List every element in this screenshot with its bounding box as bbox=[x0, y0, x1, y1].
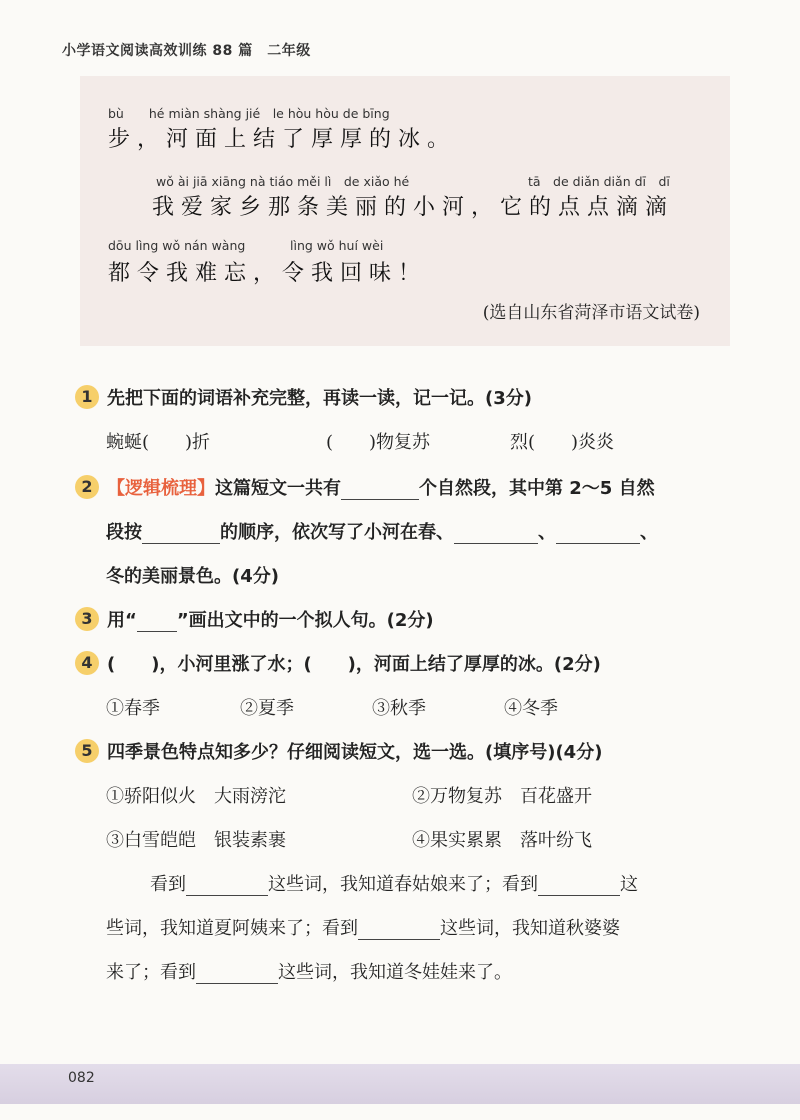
q5-option-1: ①骄阳似火 大雨滂沱 bbox=[106, 786, 286, 807]
q2-text: 、 bbox=[640, 522, 658, 543]
question-1 bbox=[75, 384, 532, 410]
q5-option-4: ④果实累累 落叶纷飞 bbox=[412, 830, 592, 851]
question-number-badge: 4 bbox=[75, 651, 99, 675]
question-5-text: 四季景色特点知多少？仔细阅读短文，选一选。(填序号)(4分) bbox=[107, 742, 603, 763]
q2-text: 冬的美丽景色。(4分) bbox=[106, 566, 279, 587]
q1-item-3[interactable]: 烈( )炎炎 bbox=[510, 432, 615, 453]
question-number-badge: 5 bbox=[75, 739, 99, 763]
page-number: 082 bbox=[68, 1070, 95, 1086]
passage-line-1: 步，河面上结了厚厚的冰。 bbox=[108, 127, 457, 152]
answer-blank[interactable] bbox=[454, 542, 538, 544]
q5-paragraph-line-3 bbox=[106, 958, 512, 984]
answer-blank[interactable] bbox=[538, 894, 620, 896]
question-3-text-a: 用“ bbox=[107, 610, 137, 631]
question-1-text: 先把下面的词语补充完整，再读一读，记一记。(3分) bbox=[107, 388, 532, 409]
pinyin-line-2a: wǒ ài jiā xiāng nà tiáo měi lì de xiǎo hé bbox=[156, 174, 410, 189]
answer-blank[interactable] bbox=[341, 498, 419, 500]
question-2-line-3 bbox=[106, 562, 279, 588]
q1-item-1[interactable]: 蜿蜒( )折 bbox=[106, 432, 211, 453]
q2-text: 段按 bbox=[106, 522, 142, 543]
question-2-line-2 bbox=[106, 518, 658, 544]
q4-option-4[interactable]: ④冬季 bbox=[504, 698, 558, 719]
answer-blank[interactable] bbox=[186, 894, 268, 896]
answer-blank[interactable] bbox=[142, 542, 220, 544]
q1-item-2[interactable]: ( )物复苏 bbox=[326, 432, 431, 453]
q5-text: 这些词，我知道春姑娘来了；看到 bbox=[268, 874, 538, 895]
q4-option-1[interactable]: ①春季 bbox=[106, 698, 160, 719]
q2-text: 的顺序，依次写了小河在春、 bbox=[220, 522, 454, 543]
pinyin-line-2b: tā de diǎn diǎn dī dī bbox=[528, 174, 670, 189]
pinyin-line-3a: dōu lìng wǒ nán wàng bbox=[108, 238, 246, 253]
passage-line-3: 都令我难忘，令我回味！ bbox=[108, 261, 428, 286]
q5-text: 看到 bbox=[150, 874, 186, 895]
reading-passage-box bbox=[80, 76, 730, 346]
q5-option-2: ②万物复苏 百花盛开 bbox=[412, 786, 592, 807]
q5-option-3: ③白雪皑皑 银装素裹 bbox=[106, 830, 286, 851]
question-number-badge: 2 bbox=[75, 475, 99, 499]
answer-blank[interactable] bbox=[358, 938, 440, 940]
underline-sample bbox=[137, 630, 177, 632]
book-title-header: 小学语文阅读高效训练 88 篇 二年级 bbox=[62, 43, 311, 59]
q4-option-2[interactable]: ②夏季 bbox=[240, 698, 294, 719]
q2-text: 、 bbox=[538, 522, 556, 543]
q5-text: 这 bbox=[620, 874, 638, 895]
question-4 bbox=[75, 650, 601, 676]
question-2-text-a: 这篇短文一共有 bbox=[215, 478, 341, 499]
pinyin-line-3b: lìng wǒ huí wèi bbox=[290, 238, 384, 253]
q4-option-3[interactable]: ③秋季 bbox=[372, 698, 426, 719]
question-2-text-b: 个自然段，其中第 2～5 自然 bbox=[419, 478, 655, 499]
logic-tag: 【逻辑梳理】 bbox=[107, 478, 215, 499]
q5-text: 来了；看到 bbox=[106, 962, 196, 983]
question-5 bbox=[75, 738, 602, 764]
q5-paragraph-line-1 bbox=[150, 870, 638, 896]
q5-text: 些词，我知道夏阿姨来了；看到 bbox=[106, 918, 358, 939]
question-2 bbox=[75, 474, 655, 500]
question-number-badge: 3 bbox=[75, 607, 99, 631]
pinyin-line-1: bù hé miàn shàng jié le hòu hòu de bīng bbox=[108, 106, 390, 121]
question-number-badge: 1 bbox=[75, 385, 99, 409]
question-4-text: ( )，小河里涨了水；( )，河面上结了厚厚的冰。(2分) bbox=[107, 654, 601, 675]
q5-text: 这些词，我知道冬娃娃来了。 bbox=[278, 962, 512, 983]
q5-paragraph-line-2 bbox=[106, 914, 620, 940]
answer-blank[interactable] bbox=[556, 542, 640, 544]
q5-text: 这些词，我知道秋婆婆 bbox=[440, 918, 620, 939]
question-3-text-b: ”画出文中的一个拟人句。(2分) bbox=[176, 610, 434, 631]
passage-line-2: 我爱家乡那条美丽的小河，它的点点滴滴 bbox=[152, 195, 675, 220]
page-footer-band bbox=[0, 1064, 800, 1104]
passage-source: (选自山东省菏泽市语文试卷) bbox=[482, 303, 700, 323]
answer-blank[interactable] bbox=[196, 982, 278, 984]
question-3 bbox=[75, 606, 434, 632]
